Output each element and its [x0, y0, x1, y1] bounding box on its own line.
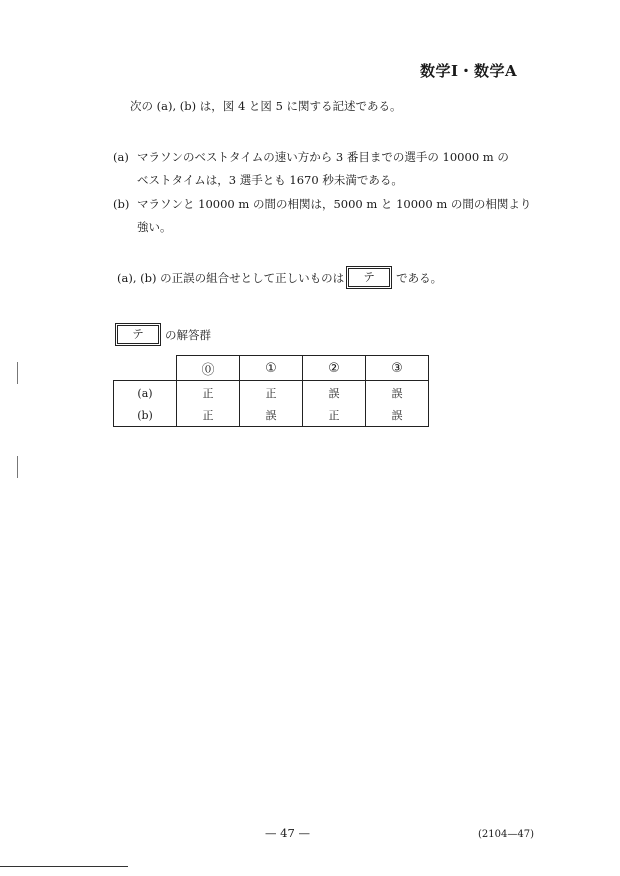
statement-label: (a) — [113, 150, 129, 164]
options-table — [113, 355, 429, 427]
statement-line: マラソンと 10000 m の間の相関は，5000 m と 10000 m の間の相関より — [137, 197, 532, 211]
intro-text: 次の (a), (b) は，図 4 と図 5 に関する記述である。 — [130, 99, 402, 113]
table-cell: 誤 — [303, 381, 366, 405]
scan-mark — [17, 362, 18, 384]
statement-a — [113, 146, 553, 192]
answer-group-heading — [115, 325, 211, 344]
question-prompt — [117, 268, 442, 287]
page-number: — 47 — — [265, 826, 310, 840]
subject-heading: 数学Ⅰ・数学A — [420, 62, 518, 80]
answer-box: テ — [348, 268, 390, 287]
row-label: (a) — [114, 381, 177, 405]
option-header: ⓪ — [177, 356, 240, 381]
table-cell: 誤 — [366, 381, 429, 405]
footer-rule — [0, 866, 128, 867]
answer-box: テ — [117, 325, 159, 344]
table-cell: 正 — [177, 404, 240, 427]
table-cell: 誤 — [240, 404, 303, 427]
statement-label: (b) — [113, 197, 130, 211]
scan-mark — [17, 456, 18, 478]
table-row — [114, 404, 429, 427]
table-cell: 正 — [240, 381, 303, 405]
table-corner — [114, 356, 177, 381]
statement-b — [113, 193, 553, 239]
question-text: (a), (b) の正誤の組合せとして正しいものは — [117, 270, 345, 285]
option-header: ③ — [366, 356, 429, 381]
page-code: (2104—47) — [478, 829, 534, 840]
table-row — [114, 381, 429, 405]
table-cell: 正 — [303, 404, 366, 427]
option-header: ① — [240, 356, 303, 381]
statement-line: マラソンのベストタイムの速い方から 3 番目までの選手の 10000 m の — [137, 150, 509, 164]
table-cell: 正 — [177, 381, 240, 405]
question-text-end: である。 — [396, 270, 443, 285]
row-label: (b) — [114, 404, 177, 427]
statement-line: 強い。 — [137, 220, 172, 234]
option-header: ② — [303, 356, 366, 381]
statement-line: ベストタイムは，3 選手とも 1670 秒未満である。 — [137, 173, 403, 187]
table-cell: 誤 — [366, 404, 429, 427]
answer-group-label: の解答群 — [165, 327, 211, 342]
